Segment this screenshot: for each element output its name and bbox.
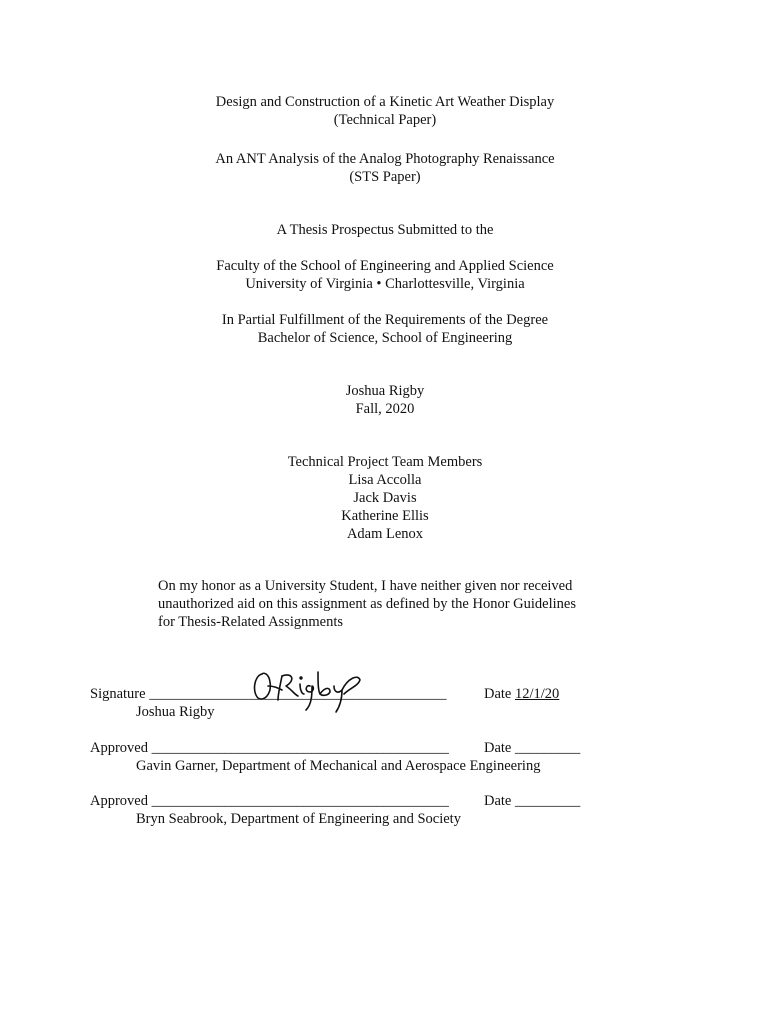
sts-paper-block (0, 150, 770, 186)
honor-pledge-line: On my honor as a University Student, I have neither given nor received (158, 578, 573, 594)
team-member: Lisa Accolla (348, 472, 422, 488)
technical-paper-title: Design and Construction of a Kinetic Art Weather Display (215, 94, 555, 110)
team-heading: Technical Project Team Members (287, 454, 483, 470)
prospectus-statement: A Thesis Prospectus Submitted to the (276, 222, 494, 238)
honor-pledge-line: for Thesis-Related Assignments (158, 614, 343, 630)
author-term: Fall, 2020 (355, 401, 415, 417)
handwritten-signature (248, 664, 368, 716)
team-member: Katherine Ellis (341, 508, 429, 524)
sts-paper-title: An ANT Analysis of the Analog Photography Renaissance (215, 151, 555, 167)
approver-name: Gavin Garner, Department of Mechanical and Aerospace Engineering (136, 758, 541, 774)
faculty-block (0, 257, 770, 293)
signature-date (484, 685, 559, 703)
degree-name: Bachelor of Science, School of Engineering (257, 330, 513, 346)
university-name: University of Virginia • Charlottesville, Virginia (245, 276, 525, 292)
author-block (0, 382, 770, 418)
date-value: 12/1/20 (515, 686, 560, 702)
honor-pledge-line: unauthorized aid on this assignment as defined by the Honor Guidelines (158, 596, 576, 612)
author-name: Joshua Rigby (345, 383, 425, 399)
technical-paper-block (0, 93, 770, 129)
degree-block (0, 311, 770, 347)
approval-line: Approved _________________________________________ (90, 793, 449, 809)
approval-date: Date _________ (484, 740, 581, 756)
team-block (0, 453, 770, 543)
date-label: Date (484, 686, 512, 702)
faculty-name: Faculty of the School of Engineering and Applied Science (216, 258, 554, 274)
signature-line: Signature _________________________________________ (90, 686, 447, 702)
submission-line (0, 221, 770, 239)
honor-pledge (158, 577, 618, 631)
team-member: Adam Lenox (346, 526, 424, 542)
signer-name: Joshua Rigby (136, 704, 215, 720)
team-member: Jack Davis (353, 490, 417, 506)
approval-line: Approved _________________________________________ (90, 740, 449, 756)
technical-paper-note: (Technical Paper) (333, 112, 437, 128)
approval-date: Date _________ (484, 793, 581, 809)
approver-name: Bryn Seabrook, Department of Engineering and Society (136, 811, 461, 827)
sts-paper-note: (STS Paper) (349, 169, 421, 185)
fulfillment-statement: In Partial Fulfillment of the Requirements of the Degree (221, 312, 549, 328)
